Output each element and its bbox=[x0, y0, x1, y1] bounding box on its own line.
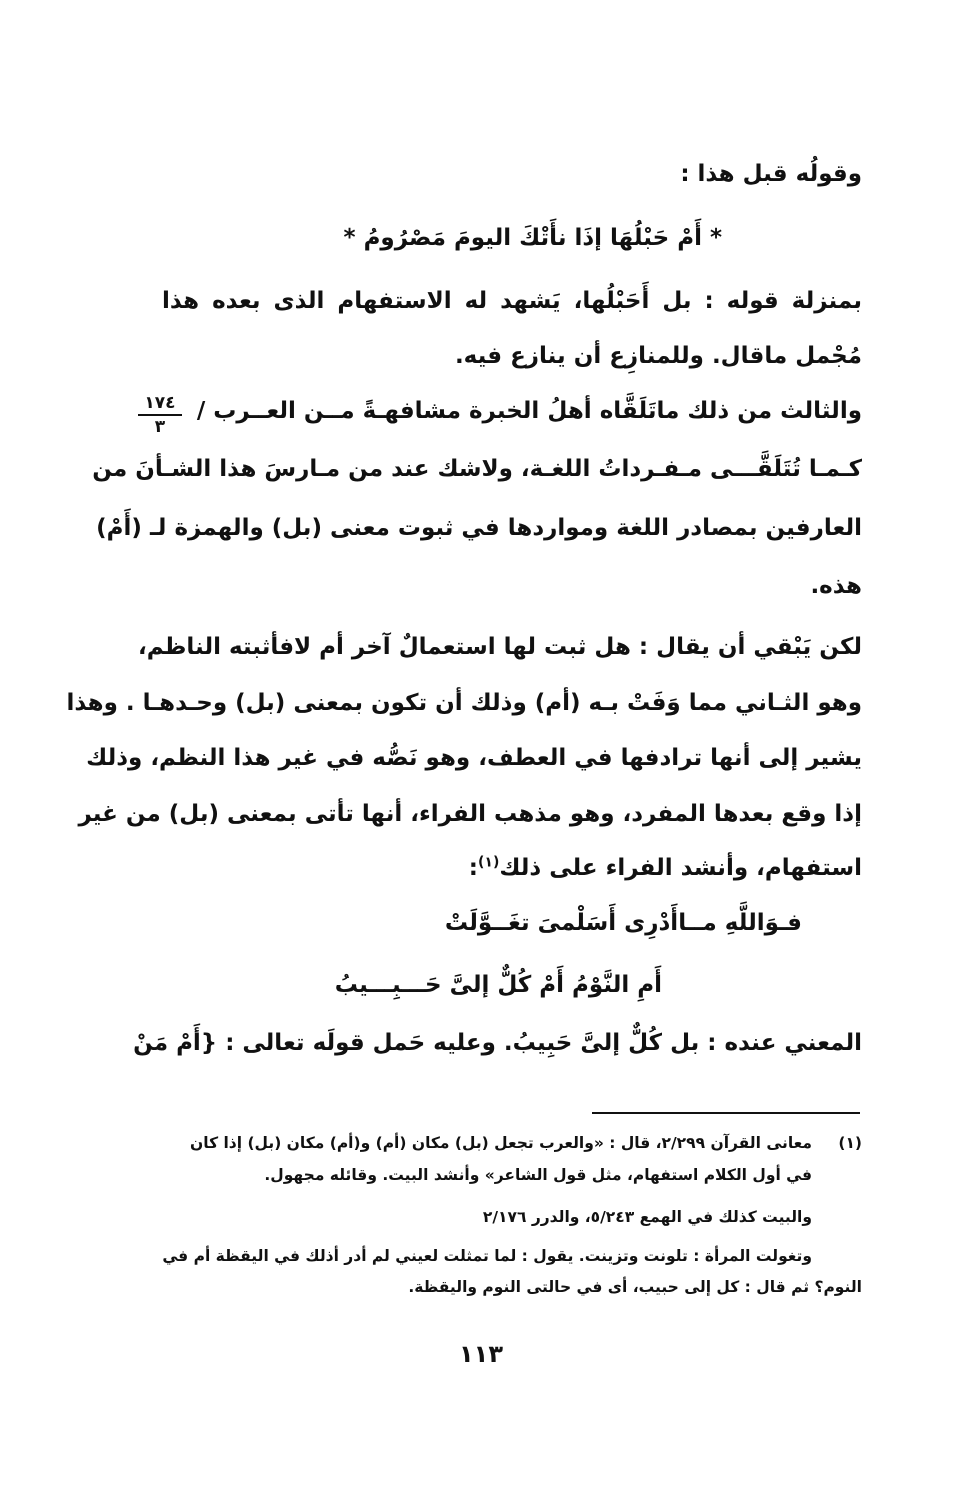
footnote-reference: (١) bbox=[477, 854, 500, 871]
footnote-line-2: في أول الكلام استفهام، مثل قول الشاعر» وأنشد البيت. وقائله مجهول. bbox=[264, 1166, 812, 1184]
body-line-8: لكن يَبْقي أن يقال : هل ثبت لها استعمالٌ آخر أم لافأثبته الناظم، bbox=[137, 634, 862, 660]
body-line-11: إذا وقع بعدها المفرد، وهو مذهب الفراء، أنها تأتى بمعنى (بل) من غير bbox=[78, 801, 862, 827]
footnote-marker: (١) bbox=[838, 1134, 862, 1152]
body-line-1: وقولُه قبل هذا : bbox=[680, 161, 862, 187]
body-line-4: والثالث من ذلك ماتَلَقَّاه أهلُ الخبرة مشافهـةً مــن العــرب / bbox=[196, 398, 862, 424]
footnote-separator bbox=[592, 1112, 860, 1114]
quoted-verse: * أَمْ حَبْلُهَا إذَا نأَتْكَ اليومَ مَصْرُومُ * bbox=[343, 225, 722, 251]
body-line-13: المعني عنده : بل كُلٌّ إلىَّ حَبِيبُ. وعليه حَمل قولَه تعالى : {أَمْ مَنْ bbox=[133, 1030, 862, 1056]
body-line-2: بمنزلة قوله : بل أَحَبْلُها، يَشهد له الاستفهام الذى بعده هذا bbox=[162, 288, 862, 314]
folio-number: ١٧٤ bbox=[138, 393, 182, 416]
manuscript-folio-note bbox=[138, 393, 182, 437]
footnote-line-3: والبيت كذلك في الهمع ٥/٢٤٣، والدرر ٢/١٧٦ bbox=[482, 1208, 812, 1226]
footnote-line-1: معانى القرآن ٢/٢٩٩، قال : «والعرب تجعل (بل) مكان (أم) و(أم) مكان (بل) إذا كان bbox=[190, 1134, 812, 1152]
page-number: ١١٣ bbox=[459, 1340, 503, 1368]
body-line-10: يشير إلى أنها ترادفها في العطف، وهو نَصُّه في غير هذا النظم، وذلك bbox=[86, 745, 862, 771]
line-end-colon: : bbox=[468, 855, 478, 881]
footnote-line-5: النوم؟ ثم قال : كل إلى حبيب، أى في حالتى النوم واليقظة. bbox=[408, 1278, 862, 1296]
footnote-line-4: وتغولت المرأة : تلونت وتزينت. يقول : لما تمثلت لعيني لم أدر أذلك في اليقظة أم في bbox=[162, 1247, 812, 1265]
body-line-12 bbox=[162, 850, 862, 886]
body-line-12-text: استفهام، وأنشد الفراء على ذلك bbox=[499, 855, 862, 881]
body-line-5: كـمـا تُتَلَقَّـــى مـفـرداتُ اللغـة، ولاشك عند من مـارسَ هذا الشـأنَ من bbox=[92, 456, 862, 482]
body-line-9: وهو الثـاني مما وَفَتْ بـه (أم) وذلك أن تكون بمعنى (بل) وحـدهـا . وهذا bbox=[66, 690, 862, 716]
body-line-7: هذه. bbox=[810, 573, 862, 599]
body-line-6: العارفين بمصادر اللغة ومواردها في ثبوت معنى (بل) والهمزة لـ (أَمْ) bbox=[96, 515, 862, 541]
poem-hemistich-2: أَمِ النَّوْمُ أَمْ كُلٌّ إلىَّ حَـــبِـــيبُ bbox=[334, 972, 662, 998]
folio-side: ٣ bbox=[154, 417, 166, 437]
poem-hemistich-1: فـوَاللَّهِ مــاأَدْرِى أَسَلْمىَ تغَــوَّلَتْ bbox=[444, 910, 802, 936]
body-line-3: مُجْمل ماقال. وللمنازِع أن ينازع فيه. bbox=[454, 343, 862, 369]
